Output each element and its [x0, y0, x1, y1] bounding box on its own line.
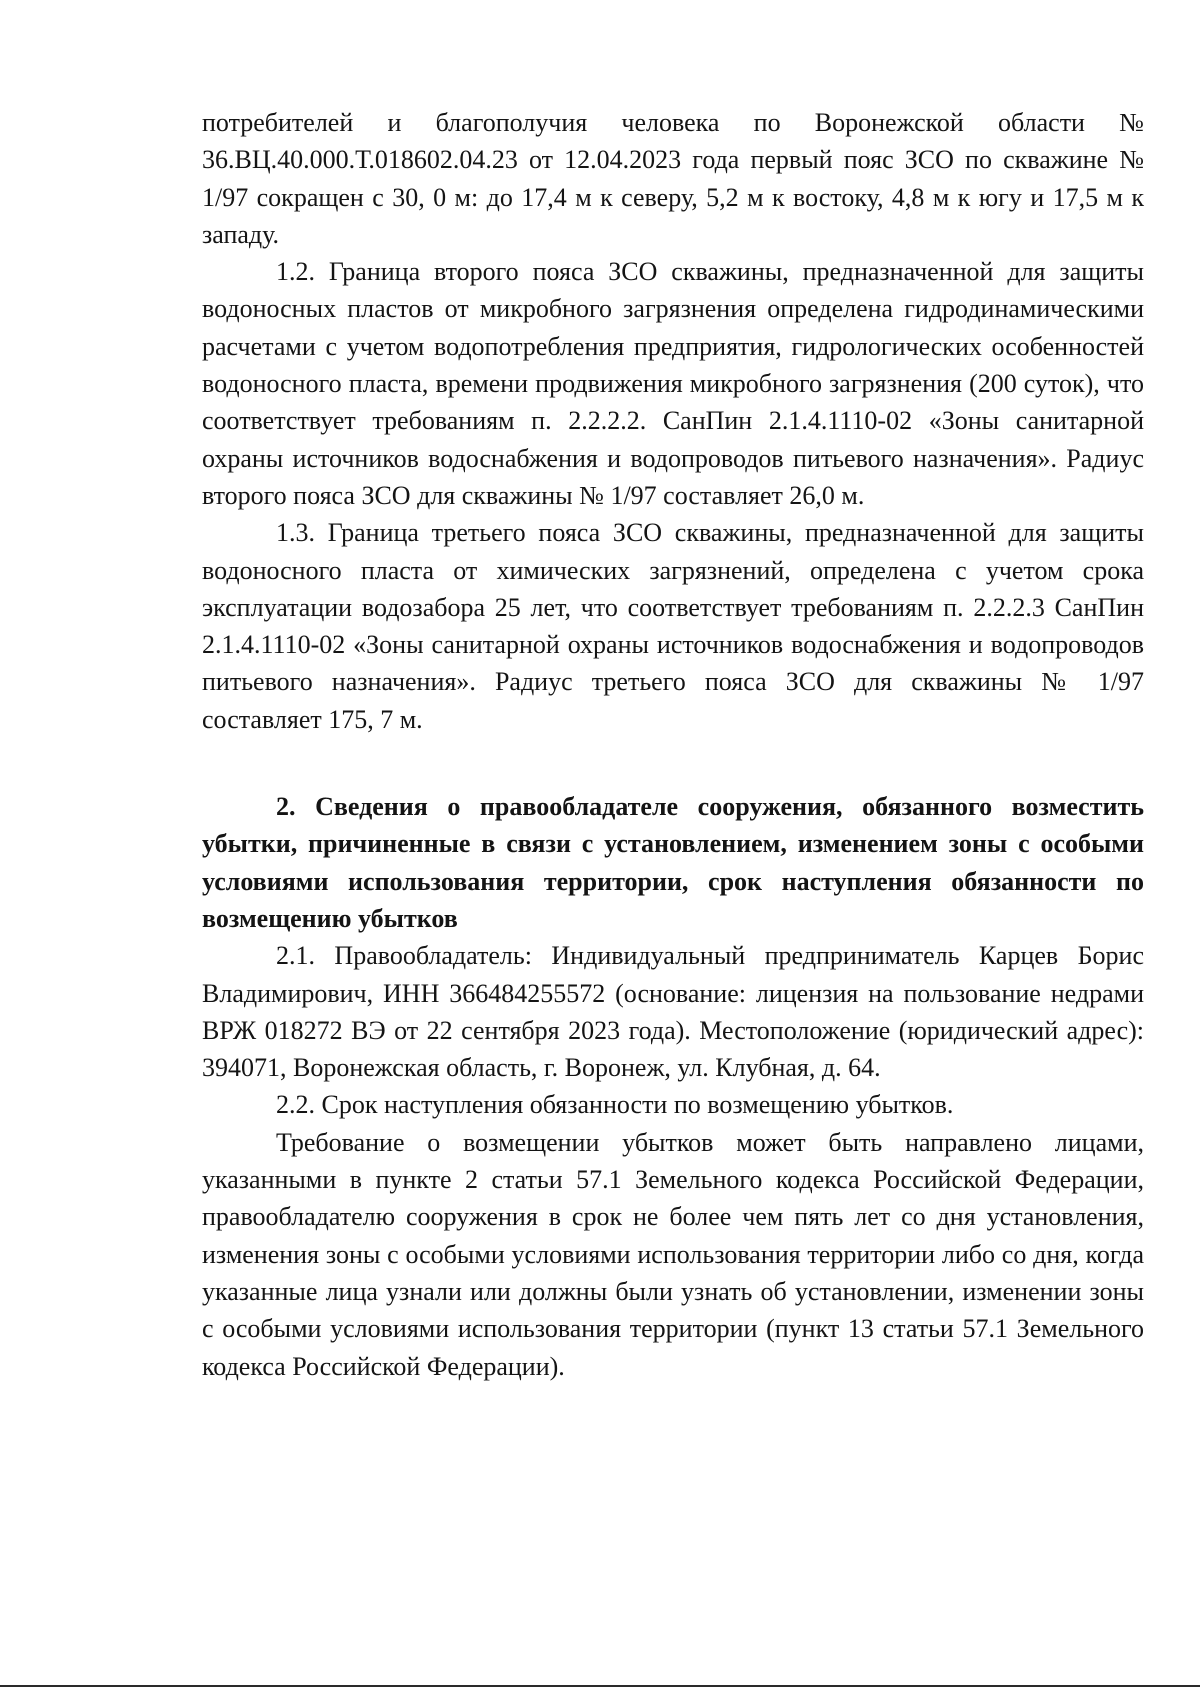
document-body: [202, 104, 1144, 1385]
paragraph-2-1: 2.1. Правообладатель: Индивидуальный предприниматель Карцев Борис Владимирович, ИНН 366484255572 (основание: лицензия на пользование недрами ВРЖ 018272 ВЭ от 22 сентября 2023 года). Местоположение (юридический адрес): 394071, Воронежская область, г. Воронеж, ул. Клубная, д. 64.: [202, 941, 1144, 1083]
section-heading: 2. Сведения о правообладателе сооружения, обязанного возместить убытки, причиненные в связи с установлением, изменением зоны с особыми условиями использования территории, срок наступления обязанности по возмещению убытков: [202, 792, 1144, 933]
paragraph-1-3: 1.3. Граница третьего пояса ЗСО скважины, предназначенной для защиты водоносного пласта от химических загрязнений, определена с учетом срока эксплуатации водозабора 25 лет, что соответствует требованиям п. 2.2.2.3 СанПин 2.1.4.1110-02 «Зоны санитарной охраны источников водоснабжения и водопроводов питьевого назначения». Радиус третьего пояса ЗСО для скважины № 1/97 составляет 175, 7 м.: [202, 518, 1144, 734]
paragraph-1-2: 1.2. Граница второго пояса ЗСО скважины, предназначенной для защиты водоносных пластов от микробного загрязнения определена гидродинамическими расчетами с учетом водопотребления предприятия, гидрологических особенностей водоносного пласта, времени продвижения микробного загрязнения (200 суток), что соответствует требованиям п. 2.2.2.2. СанПин 2.1.4.1110-02 «Зоны санитарной охраны источников водоснабжения и водопроводов питьевого назначения». Радиус второго пояса ЗСО для скважины № 1/97 составляет 26,0 м.: [202, 257, 1144, 510]
paragraph-requirement: Требование о возмещении убытков может быть направлено лицами, указанными в пункте 2 статьи 57.1 Земельного кодекса Российской Федерации, правообладателю сооружения в срок не более чем пять лет со дня установления, изменения зоны с особыми условиями использования территории либо со дня, когда указанные лица узнали или должны были узнать об установлении, изменении зоны с особыми условиями использования территории (пункт 13 статьи 57.1 Земельного кодекса Российской Федерации).: [202, 1127, 1144, 1381]
paragraph-continuation: потребителей и благополучия человека по Воронежской области № 36.ВЦ.40.000.Т.018602.04.23 от 12.04.2023 года первый пояс ЗСО по скважине № 1/97 сокращен с 30, 0 м: до 17,4 м к северу, 5,2 м к востоку, 4,8 м к югу и 17,5 м к западу.: [202, 108, 1144, 249]
paragraph-2-2: 2.2. Срок наступления обязанности по возмещению убытков.: [276, 1090, 954, 1120]
